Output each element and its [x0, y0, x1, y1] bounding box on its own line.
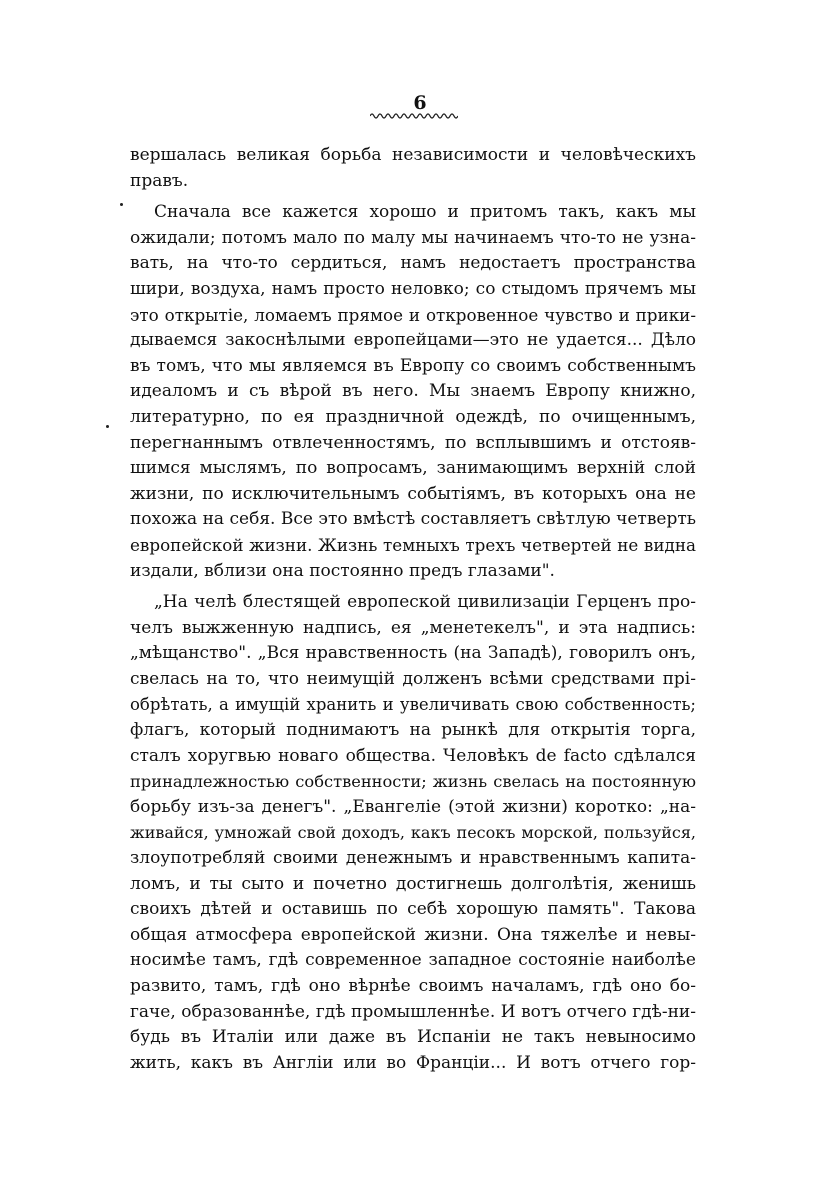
body-text	[130, 143, 696, 1076]
text-line: похожа на себя. Все это вмѣстѣ составляетъ свѣтлую четверть	[130, 509, 696, 530]
text-line: своихъ дѣтей и оставишь по себѣ хорошую память". Такова	[130, 899, 696, 920]
text-line: носимѣе тамъ, гдѣ современное западное состояніе наиболѣе	[130, 950, 696, 971]
text-line: обрѣтать, а имущій хранить и увеличивать свою собственность;	[130, 695, 696, 715]
text-line: издали, вблизи она постоянно предъ глазами".	[130, 560, 555, 581]
text-line: ожидали; потомъ мало по малу мы начинаемъ что-то не узна-	[130, 227, 696, 248]
text-line: дываемся закоснѣлыми европейцами—это не удается... Дѣло	[130, 330, 696, 351]
text-line: „мѣщанство". „Вся нравственность (на Западѣ), говорилъ онъ,	[130, 643, 696, 664]
page-number-ornament	[370, 112, 458, 120]
text-line: сталъ хоругвью новаго общества. Человѣкъ de facto сдѣлался	[130, 745, 696, 766]
text-line: принадлежностью собственности; жизнь свелась на постоянную	[130, 772, 696, 792]
margin-speck	[106, 425, 109, 428]
text-line: ломъ, и ты сыто и почетно достигнешь долголѣтія, женишь	[130, 873, 696, 894]
page-number: 6	[413, 92, 427, 114]
text-line: шимся мыслямъ, по вопросамъ, занимающимъ верхній слой	[130, 458, 696, 479]
text-line: жить, какъ въ Англіи или во Франціи... И вотъ отчего гор-	[130, 1052, 696, 1073]
text-line: правъ.	[130, 170, 189, 191]
text-line: шири, воздуха, намъ просто неловко; со стыдомъ прячемъ мы	[130, 278, 696, 299]
text-line: вершалась великая борьба независимости и человѣческихъ	[130, 145, 696, 165]
text-line: развито, тамъ, гдѣ оно вѣрнѣе своимъ началамъ, гдѣ оно бо-	[130, 976, 696, 996]
text-line: идеаломъ и съ вѣрой въ него. Мы знаемъ Европу книжно,	[130, 381, 696, 402]
text-line: перегнаннымъ отвлеченностямъ, по всплывшимъ и отстояв-	[130, 432, 696, 453]
margin-speck	[120, 203, 123, 206]
text-line: челъ выжженную надпись, ея „менетекелъ", и эта надпись:	[130, 617, 696, 638]
text-line: будь въ Италіи или даже въ Испаніи не такъ невыносимо	[130, 1027, 696, 1048]
text-line: Сначала все кажется хорошо и притомъ такъ, какъ мы	[154, 202, 696, 223]
text-line: флагъ, который поднимаютъ на рынкѣ для открытія торга,	[130, 720, 696, 741]
text-line: европейской жизни. Жизнь темныхъ трехъ четвертей не видна	[130, 534, 696, 555]
text-line: въ томъ, что мы являемся въ Европу со своимъ собственнымъ	[130, 355, 696, 376]
text-line: литературно, по ея праздничной одеждѣ, по очищеннымъ,	[130, 406, 696, 427]
text-line: это открытіе, ломаемъ прямое и откровенное чувство и прики-	[130, 304, 696, 325]
text-line: вать, на что-то сердиться, намъ недостаетъ пространства	[130, 253, 696, 274]
text-line: борьбу изъ-за денегъ". „Евангеліе (этой жизни) коротко: „на-	[130, 796, 696, 817]
text-line: жизни, по исключительнымъ событіямъ, въ которыхъ она не	[130, 483, 696, 504]
text-line: общая атмосфера европейской жизни. Она тяжелѣе и невы-	[130, 924, 696, 945]
text-line: „На челѣ блестящей европеской цивилизаціи Герценъ про-	[154, 592, 696, 613]
text-line: злоупотребляй своими денежнымъ и нравственнымъ капита-	[130, 848, 696, 869]
text-line: гаче, образованнѣе, гдѣ промышленнѣе. И вотъ отчего гдѣ-ни-	[130, 1001, 696, 1022]
text-line: живайся, умножай свой доходъ, какъ песокъ морской, пользуйся,	[130, 823, 696, 843]
text-line: свелась на то, что неимущій долженъ всѣми средствами прі-	[130, 668, 696, 689]
